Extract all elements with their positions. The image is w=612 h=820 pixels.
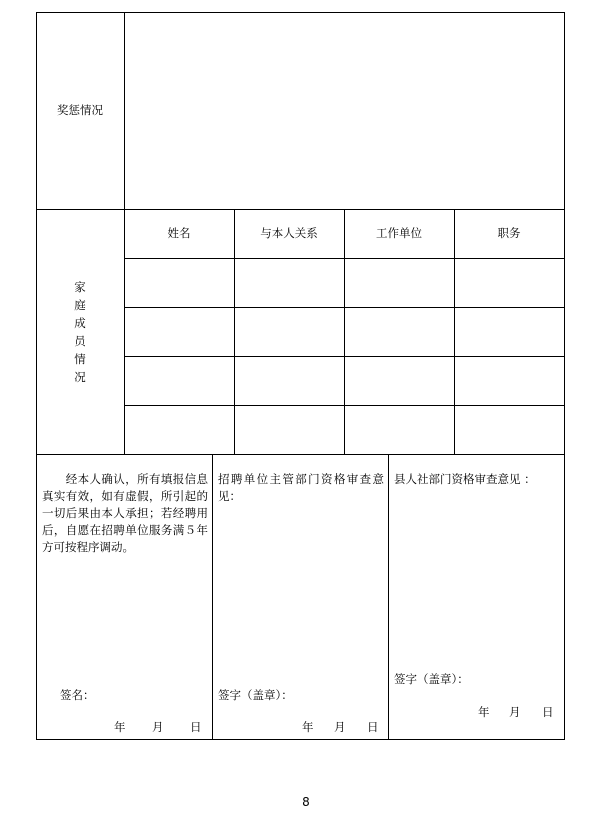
employer-review-opinion: 招聘单位主管部门资格审查意见：	[218, 472, 384, 503]
employer-month: 月	[334, 720, 346, 734]
family-header-relation: 与本人关系	[260, 226, 318, 240]
family-members-label: 家庭成员情况	[74, 280, 86, 384]
county-day: 日	[542, 705, 554, 719]
county-sign-label: 签字（盖章）：	[394, 672, 469, 686]
confirmation-month: 月	[152, 720, 164, 734]
family-header-name: 姓名	[167, 226, 191, 240]
confirmation-day: 日	[190, 720, 202, 734]
family-header-workplace: 工作单位	[376, 226, 422, 240]
bottom-column-divider-2	[388, 454, 389, 740]
employer-day: 日	[367, 720, 379, 734]
county-month: 月	[509, 705, 521, 719]
family-header-position: 职务	[497, 226, 521, 240]
table-border-bottom	[36, 739, 565, 740]
table-border-left	[36, 12, 37, 740]
bottom-column-divider-1	[212, 454, 213, 740]
page-number: 8	[302, 795, 310, 809]
confirmation-sign-label: 签名：	[60, 688, 95, 702]
county-review-opinion: 县人社部门资格审查意见 ：	[394, 472, 536, 486]
county-year: 年	[478, 705, 490, 719]
awards-content-cell[interactable]	[125, 13, 564, 209]
employer-year: 年	[302, 720, 314, 734]
family-column-divider-2	[344, 209, 345, 455]
confirmation-statement: 经本人确认，所有填报信息真实有效，如有虚假，所引起的一切后果由本人承担；若经聘用后，自愿在招聘单位服务满５年方可按程序调动。	[42, 472, 208, 554]
employer-sign-label: 签字（盖章）：	[218, 688, 293, 702]
confirmation-year: 年	[114, 720, 126, 734]
row-divider-family-end	[36, 454, 565, 455]
family-column-divider-1	[234, 209, 235, 455]
table-border-right	[564, 12, 565, 740]
family-column-divider-3	[454, 209, 455, 455]
form-table	[36, 12, 565, 740]
awards-label: 奖惩情况	[57, 103, 103, 117]
row-divider-awards	[36, 209, 565, 210]
